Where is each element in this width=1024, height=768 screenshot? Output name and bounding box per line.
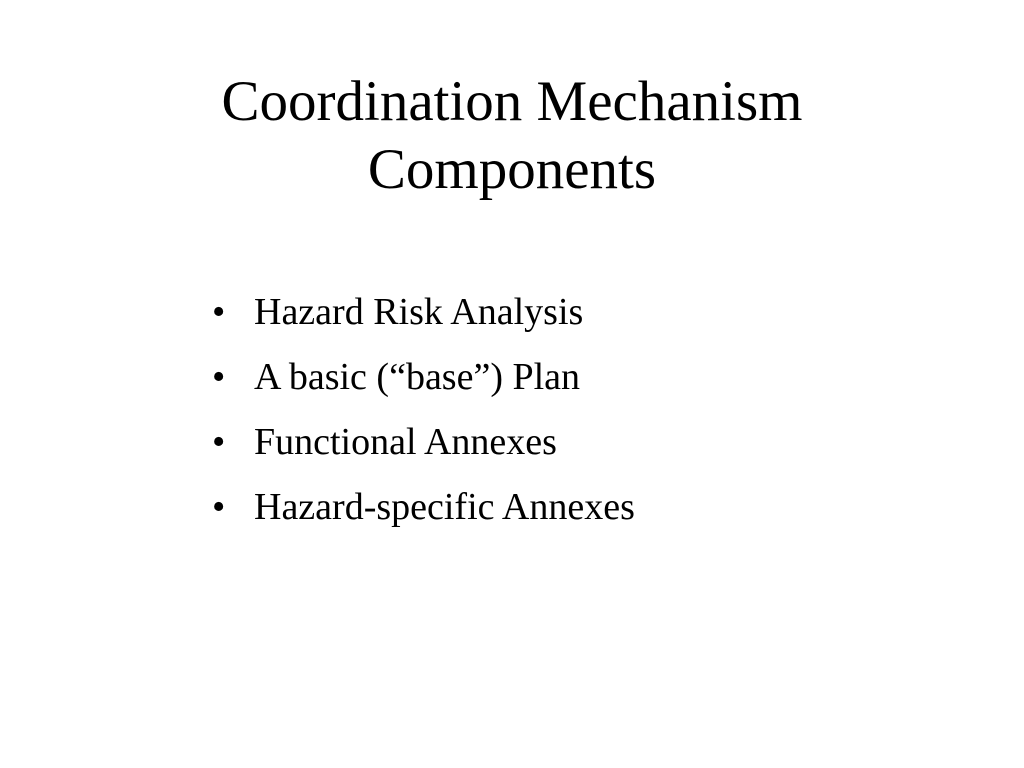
bullet-dot-icon: • [212,356,226,398]
bullet-dot-icon: • [212,486,226,528]
bullet-text: Hazard Risk Analysis [254,291,584,333]
bullet-item-hazard-risk-analysis [212,290,635,334]
bullet-text: Hazard-specific Annexes [254,486,635,528]
bullet-item-hazard-specific-annexes [212,485,635,529]
slide-title-line-2: Components [367,138,657,201]
bullet-text: Functional Annexes [254,421,557,463]
bullet-dot-icon: • [212,421,226,463]
slide-title-line-1: Coordination Mechanism [221,70,803,133]
bullet-text: A basic (“base”) Plan [254,356,581,398]
bullet-item-functional-annexes [212,420,635,464]
slide-title [0,68,1024,204]
bullet-list [212,290,635,550]
bullet-dot-icon: • [212,291,226,333]
bullet-item-basic-plan [212,355,635,399]
